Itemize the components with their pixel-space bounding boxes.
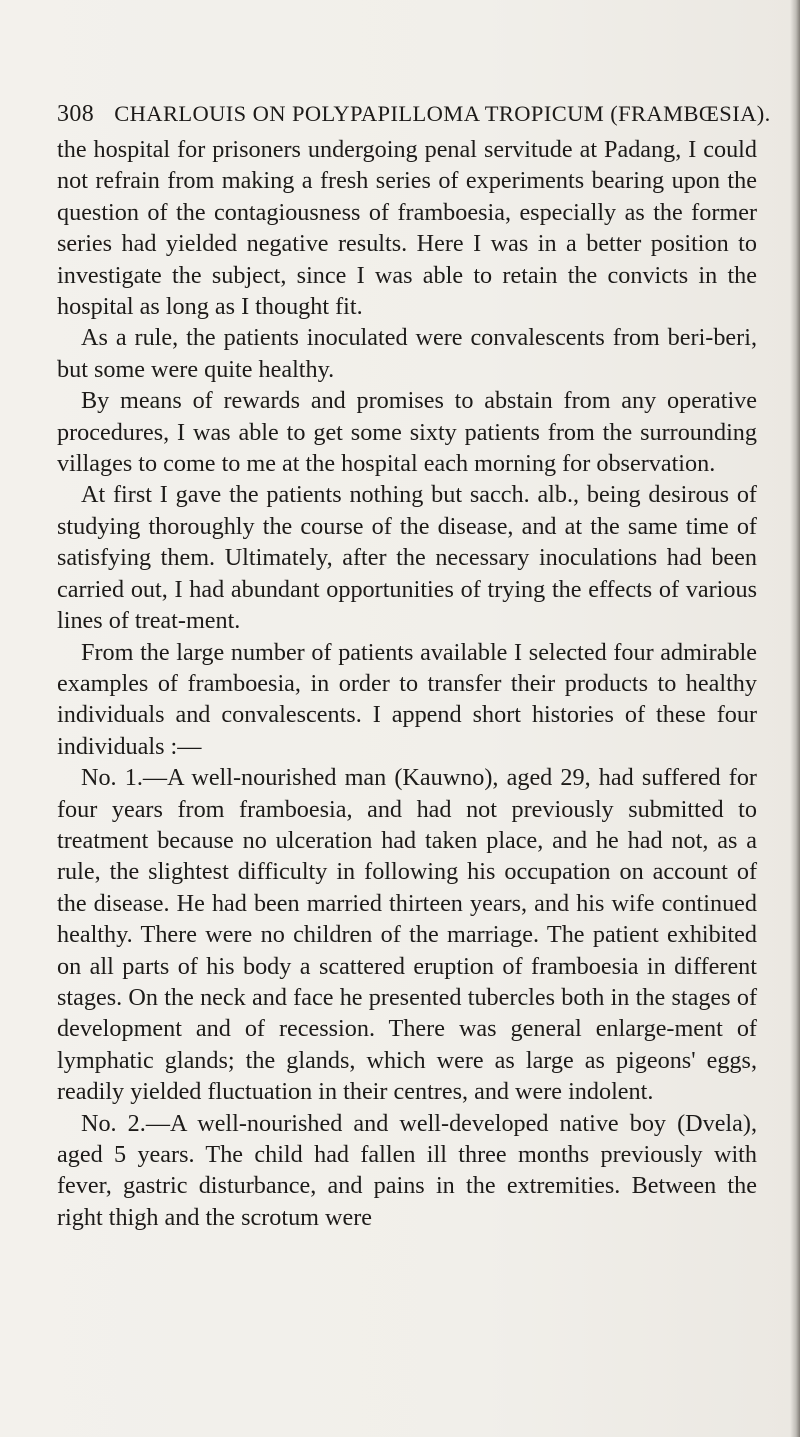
paragraph-continuation: the hospital for prisoners undergoing penal servitude at Padang, I could not refrain from making a fresh series of experiments bearing upon the question of the contagiousness of framboesia, especially as the former series had yielded negative results. Here I was in a better position to investigate the subject, since I was able to retain the convicts in the hospital as long as I thought fit. xyxy=(57,136,757,321)
running-title: CHARLOUIS ON POLYPAPILLOMA TROPICUM (FRAMBŒSIA). xyxy=(114,101,771,126)
page-number: 308 xyxy=(57,101,95,127)
paragraph: At first I gave the patients nothing but sacch. alb., being desirous of studying thoroughly the course of the disease, and at the same time of satisfying them. Ultimately, after the necessary inoculations had been carried out, I had abundant opportunities of trying the effects of various lines of treat-ment. xyxy=(57,481,757,635)
page-header xyxy=(57,101,771,128)
case-history-1: No. 1.—A well-nourished man (Kauwno), aged 29, had suffered for four years from framboesia, and had not previously submitted to treatment because no ulceration had taken place, and he had not, as a rule, the slightest difficulty in following his occupation on account of the disease. He had been married thirteen years, and his wife continued healthy. There were no children of the marriage. The patient exhibited on all parts of his body a scattered eruption of framboesia in different stages. On the neck and face he presented tubercles both in the stages of development and of recession. There was general enlarge-ment of lymphatic glands; the glands, which were as large as pigeons' eggs, readily yielded fluctuation in their centres, and were indolent. xyxy=(57,764,757,1106)
page-edge-shadow xyxy=(790,0,800,1437)
paragraph: From the large number of patients available I selected four admirable examples of framboesia, in order to transfer their products to healthy individuals and convalescents. I append short histories of these four individuals :— xyxy=(57,638,757,760)
paragraph: As a rule, the patients inoculated were convalescents from beri-beri, but some were quite healthy. xyxy=(57,324,757,383)
case-history-2: No. 2.—A well-nourished and well-developed native boy (Dvela), aged 5 years. The child had fallen ill three months previously with fever, gastric disturbance, and pains in the extremities. Between the right thigh and the scrotum were xyxy=(57,1109,757,1231)
body-text xyxy=(57,134,757,1233)
paragraph: By means of rewards and promises to abstain from any operative procedures, I was able to get some sixty patients from the surrounding villages to come to me at the hospital each morning for observation. xyxy=(57,387,757,478)
